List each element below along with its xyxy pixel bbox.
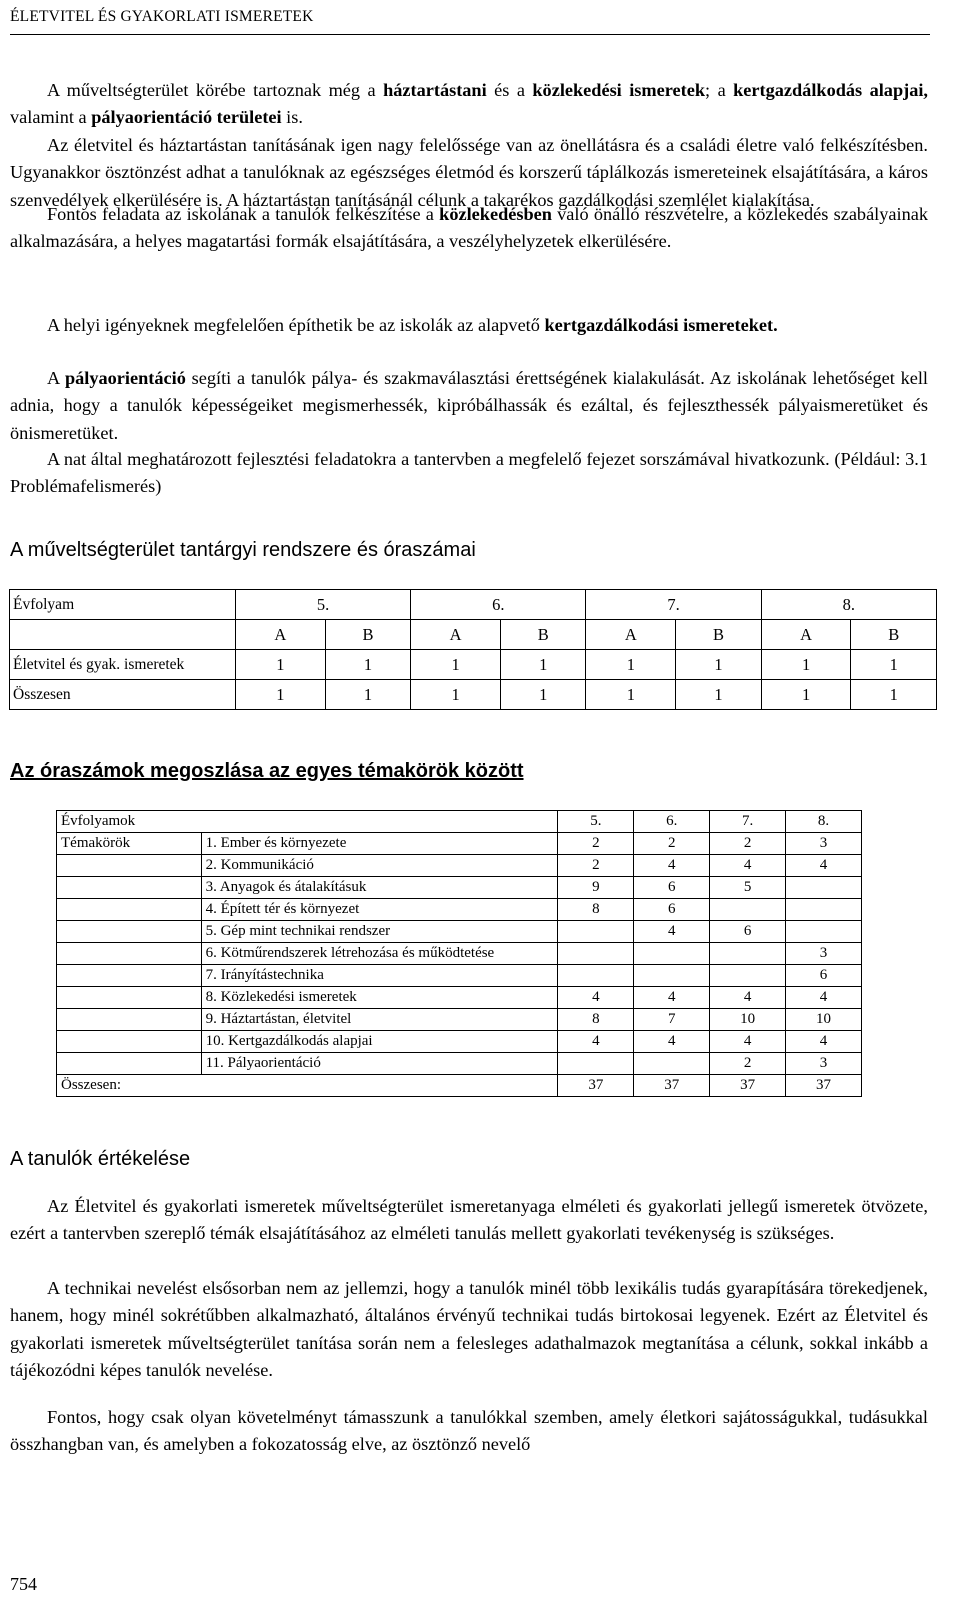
table-cell: Évfolyamok: [57, 811, 558, 833]
section-heading-evaluation: A tanulók értékelése: [10, 1148, 191, 1170]
table-cell: B: [676, 620, 761, 650]
table-cell: 4: [558, 1031, 634, 1053]
intro-paragraph-6: [10, 446, 928, 501]
table-cell: 6: [786, 965, 862, 987]
table-cell: [57, 965, 202, 987]
table-cell: 6: [634, 877, 710, 899]
table-cell: 1: [501, 680, 586, 710]
table-cell: 5. Gép mint technikai rendszer: [201, 921, 558, 943]
table-cell: Témakörök: [57, 833, 202, 855]
evaluation-paragraph-1: Az Életvitel és gyakorlati ismeretek műveltségterület ismeretanyaga elméleti és gyakorlati jellegű ismeretek ötvözete, ezért a tantervben szereplő témák elsajátításához az elméleti tanulás mellett gyakorlati tevékenység is szükséges.: [10, 1196, 928, 1244]
intro-paragraph-5: [10, 365, 928, 447]
table-cell: 1: [411, 680, 501, 710]
table-cell: 2: [558, 855, 634, 877]
table-cell: [634, 943, 710, 965]
table-cell: 10: [710, 1009, 786, 1031]
table-cell: 1: [761, 680, 851, 710]
table-cell: 8.: [786, 811, 862, 833]
table-cell: [786, 921, 862, 943]
table-cell: 4. Épített tér és környezet: [201, 899, 558, 921]
table-cell: [634, 1053, 710, 1075]
table-cell: 4: [634, 855, 710, 877]
table-cell: 2. Kommunikáció: [201, 855, 558, 877]
table-cell: 4: [634, 987, 710, 1009]
table-cell: 37: [634, 1075, 710, 1097]
table-cell: 1: [325, 650, 410, 680]
table-cell: [57, 921, 202, 943]
table-cell: 7: [634, 1009, 710, 1031]
text-run: A nat által meghatározott fejlesztési feladatokra a tantervben a megfelelő fejezet sorszámával hivatkozunk. (Például: 3.1 Problémafelismerés): [10, 449, 928, 497]
text-run: való önálló részvételre, a közlekedés szabályainak alkalmazására, a helyes magatartási formák elsajátítására, a veszélyhelyzetek elkerülésére.: [10, 204, 928, 252]
table-cell: Életvitel és gyak. ismeretek: [10, 650, 236, 680]
table-cell: [558, 1053, 634, 1075]
table-cell: [710, 943, 786, 965]
table-row: [57, 965, 862, 987]
bold-text: kertgazdálkodás alapjai,: [733, 80, 928, 100]
table-cell: [710, 965, 786, 987]
table-cell: B: [325, 620, 410, 650]
table-cell: [57, 987, 202, 1009]
table-cell: 5.: [558, 811, 634, 833]
table-cell: 4: [634, 1031, 710, 1053]
table-cell: 1: [761, 650, 851, 680]
table-cell: 37: [786, 1075, 862, 1097]
table-cell: 7. Irányítástechnika: [201, 965, 558, 987]
table-cell: 3: [786, 1053, 862, 1075]
table-cell: Összesen: [10, 680, 236, 710]
evaluation-paragraph-2: A technikai nevelést elsősorban nem az jellemzi, hogy a tanulók minél több lexikális tudás gyarapítására törekedjenek, hanem, hogy minél sokrétűbben alkalmazható, általános érvényű technikai tudás birtokosai legyenek. Ezért az Életvitel és gyakorlati ismeretek műveltségterület tanítása során nem a felesleges adathalmazok megtanítása a célunk, sokkal inkább a tájékozódni képes tanulók nevelése.: [10, 1278, 928, 1381]
table-row: [10, 650, 937, 680]
bold-text: kertgazdálkodási ismereteket.: [544, 315, 778, 335]
table-cell: A: [411, 620, 501, 650]
table-cell: 37: [710, 1075, 786, 1097]
table-row: [10, 620, 937, 650]
table-row: [10, 590, 937, 620]
table-cell: 1: [236, 680, 326, 710]
table-cell: 9. Háztartástan, életvitel: [201, 1009, 558, 1031]
table-row: [57, 987, 862, 1009]
topic-hours-table: [56, 810, 862, 1097]
bold-text: pályaorientáció: [65, 368, 186, 388]
table-cell: 1: [676, 650, 761, 680]
text-run: A: [47, 368, 65, 388]
table-cell: 1: [586, 680, 676, 710]
table-cell: 2: [710, 1053, 786, 1075]
table-cell: 2: [634, 833, 710, 855]
table-cell: 8: [558, 899, 634, 921]
table-cell: 3: [786, 943, 862, 965]
text-run: segíti a tanulók pálya- és szakmaválasztási érettségének kialakulását. Az iskolának lehetőséget kell adnia, hogy a tanulók képességeiket megismerhessék, kipróbálhassák és ezáltal, és fejleszthessék pályaismeretüket és önismeretüket.: [10, 368, 928, 443]
table-cell: 4: [558, 987, 634, 1009]
table-cell: [57, 1053, 202, 1075]
text-run: Az életvitel és háztartástan tanításának igen nagy felelőssége van az önellátásra és a családi életre való felkészítésben. Ugyanakkor ösztönzést adhat a tanulóknak az egészséges életmód és korszerű táplálkozás ismereteinek elsajátítására, a káros szenvedélyek elkerülésére is. A háztartástan tanításánál célunk a takarékos gazdálkodási szemlélet kialakítása.: [10, 135, 928, 210]
table-cell: 6. Kötműrendszerek létrehozása és működtetése: [201, 943, 558, 965]
table-cell: [57, 899, 202, 921]
table-cell: 8: [558, 1009, 634, 1031]
table-cell: Összesen:: [57, 1075, 558, 1097]
table-row: [57, 943, 862, 965]
table-cell: 4: [634, 921, 710, 943]
text-run: és a: [486, 80, 533, 100]
text-run: A műveltségterület körébe tartoznak még a: [47, 80, 384, 100]
intro-paragraph-4: [10, 312, 928, 339]
table-cell: Évfolyam: [10, 590, 236, 620]
table-cell: 5.: [236, 590, 411, 620]
table-row: [57, 855, 862, 877]
table-cell: 7.: [710, 811, 786, 833]
table-cell: 4: [710, 1031, 786, 1053]
table-cell: 6: [710, 921, 786, 943]
table-cell: 3. Anyagok és átalakításuk: [201, 877, 558, 899]
table-row: [57, 1009, 862, 1031]
table-cell: 10: [786, 1009, 862, 1031]
table-cell: 1: [236, 650, 326, 680]
table-cell: 11. Pályaorientáció: [201, 1053, 558, 1075]
table-cell: B: [851, 620, 937, 650]
table-cell: 4: [786, 1031, 862, 1053]
table-cell: A: [586, 620, 676, 650]
table-cell: 1: [325, 680, 410, 710]
bold-text: háztartástani: [383, 80, 487, 100]
table-row: [57, 1075, 862, 1097]
table-cell: [57, 943, 202, 965]
table-cell: 6.: [634, 811, 710, 833]
table-cell: 10. Kertgazdálkodás alapjai: [201, 1031, 558, 1053]
table-cell: 3: [786, 833, 862, 855]
bold-text: pályaorientáció területei: [91, 107, 282, 128]
table-row: [57, 1031, 862, 1053]
intro-paragraph-1: [10, 77, 928, 132]
table-cell: 1: [411, 650, 501, 680]
table-row: [57, 833, 862, 855]
text-run: A helyi igényeknek megfelelően építhetik be az iskolák az alapvető: [47, 315, 545, 335]
table-row: [57, 877, 862, 899]
table-cell: 2: [558, 833, 634, 855]
bold-text: közlekedésben: [439, 204, 552, 224]
table-cell: A: [236, 620, 326, 650]
running-header: ÉLETVITEL ÉS GYAKORLATI ISMERETEK: [10, 8, 930, 35]
table-row: [57, 1053, 862, 1075]
table-cell: 1: [501, 650, 586, 680]
table-cell: 37: [558, 1075, 634, 1097]
table-cell: 8.: [761, 590, 936, 620]
table-cell: [57, 855, 202, 877]
table-cell: [57, 1009, 202, 1031]
table-cell: [634, 965, 710, 987]
table-row: [57, 811, 862, 833]
table-cell: 1: [851, 650, 937, 680]
table-cell: 1. Ember és környezete: [201, 833, 558, 855]
section-heading-distribution: Az óraszámok megoszlása az egyes témakörök között: [10, 760, 524, 782]
bold-text: közlekedési ismeretek: [532, 80, 706, 100]
text-run: Fontos feladata az iskolának a tanulók felkészítése a: [47, 204, 440, 224]
table-cell: 1: [851, 680, 937, 710]
table-cell: 4: [710, 855, 786, 877]
page-number: 754: [10, 1574, 37, 1594]
table-cell: [786, 899, 862, 921]
table-cell: [558, 965, 634, 987]
table-row: [57, 899, 862, 921]
table-cell: 5: [710, 877, 786, 899]
section-heading-subjects: A műveltségterület tantárgyi rendszere és óraszámai: [10, 539, 476, 561]
table-cell: 4: [710, 987, 786, 1009]
text-run: is.: [281, 107, 303, 128]
intro-paragraph-3: [10, 201, 928, 256]
table-cell: [558, 921, 634, 943]
table-row: [57, 921, 862, 943]
table-cell: 4: [786, 855, 862, 877]
text-run: ; a: [705, 80, 734, 100]
subject-hours-table: [9, 589, 937, 710]
table-cell: [57, 1031, 202, 1053]
table-cell: 1: [586, 650, 676, 680]
table-cell: [558, 943, 634, 965]
table-cell: 1: [676, 680, 761, 710]
table-cell: 6.: [411, 590, 586, 620]
table-row: [10, 680, 937, 710]
table-cell: B: [501, 620, 586, 650]
table-cell: 6: [634, 899, 710, 921]
table-cell: 4: [786, 987, 862, 1009]
table-cell: 9: [558, 877, 634, 899]
table-cell: A: [761, 620, 851, 650]
table-cell: [786, 877, 862, 899]
topic-hours-table-body: [57, 811, 862, 1097]
table-cell: [10, 620, 236, 650]
table-cell: 7.: [586, 590, 761, 620]
table-cell: [57, 877, 202, 899]
text-run: valamint a: [10, 107, 92, 128]
table-cell: 8. Közlekedési ismeretek: [201, 987, 558, 1009]
table-cell: [710, 899, 786, 921]
table-cell: 2: [710, 833, 786, 855]
evaluation-paragraph-3: Fontos, hogy csak olyan követelményt támasszunk a tanulókkal szemben, amely életkori sajátosságukkal, tudásukkal összhangban van, és amelyben a fokozatosság elve, az ösztönző nevelő: [10, 1407, 928, 1455]
